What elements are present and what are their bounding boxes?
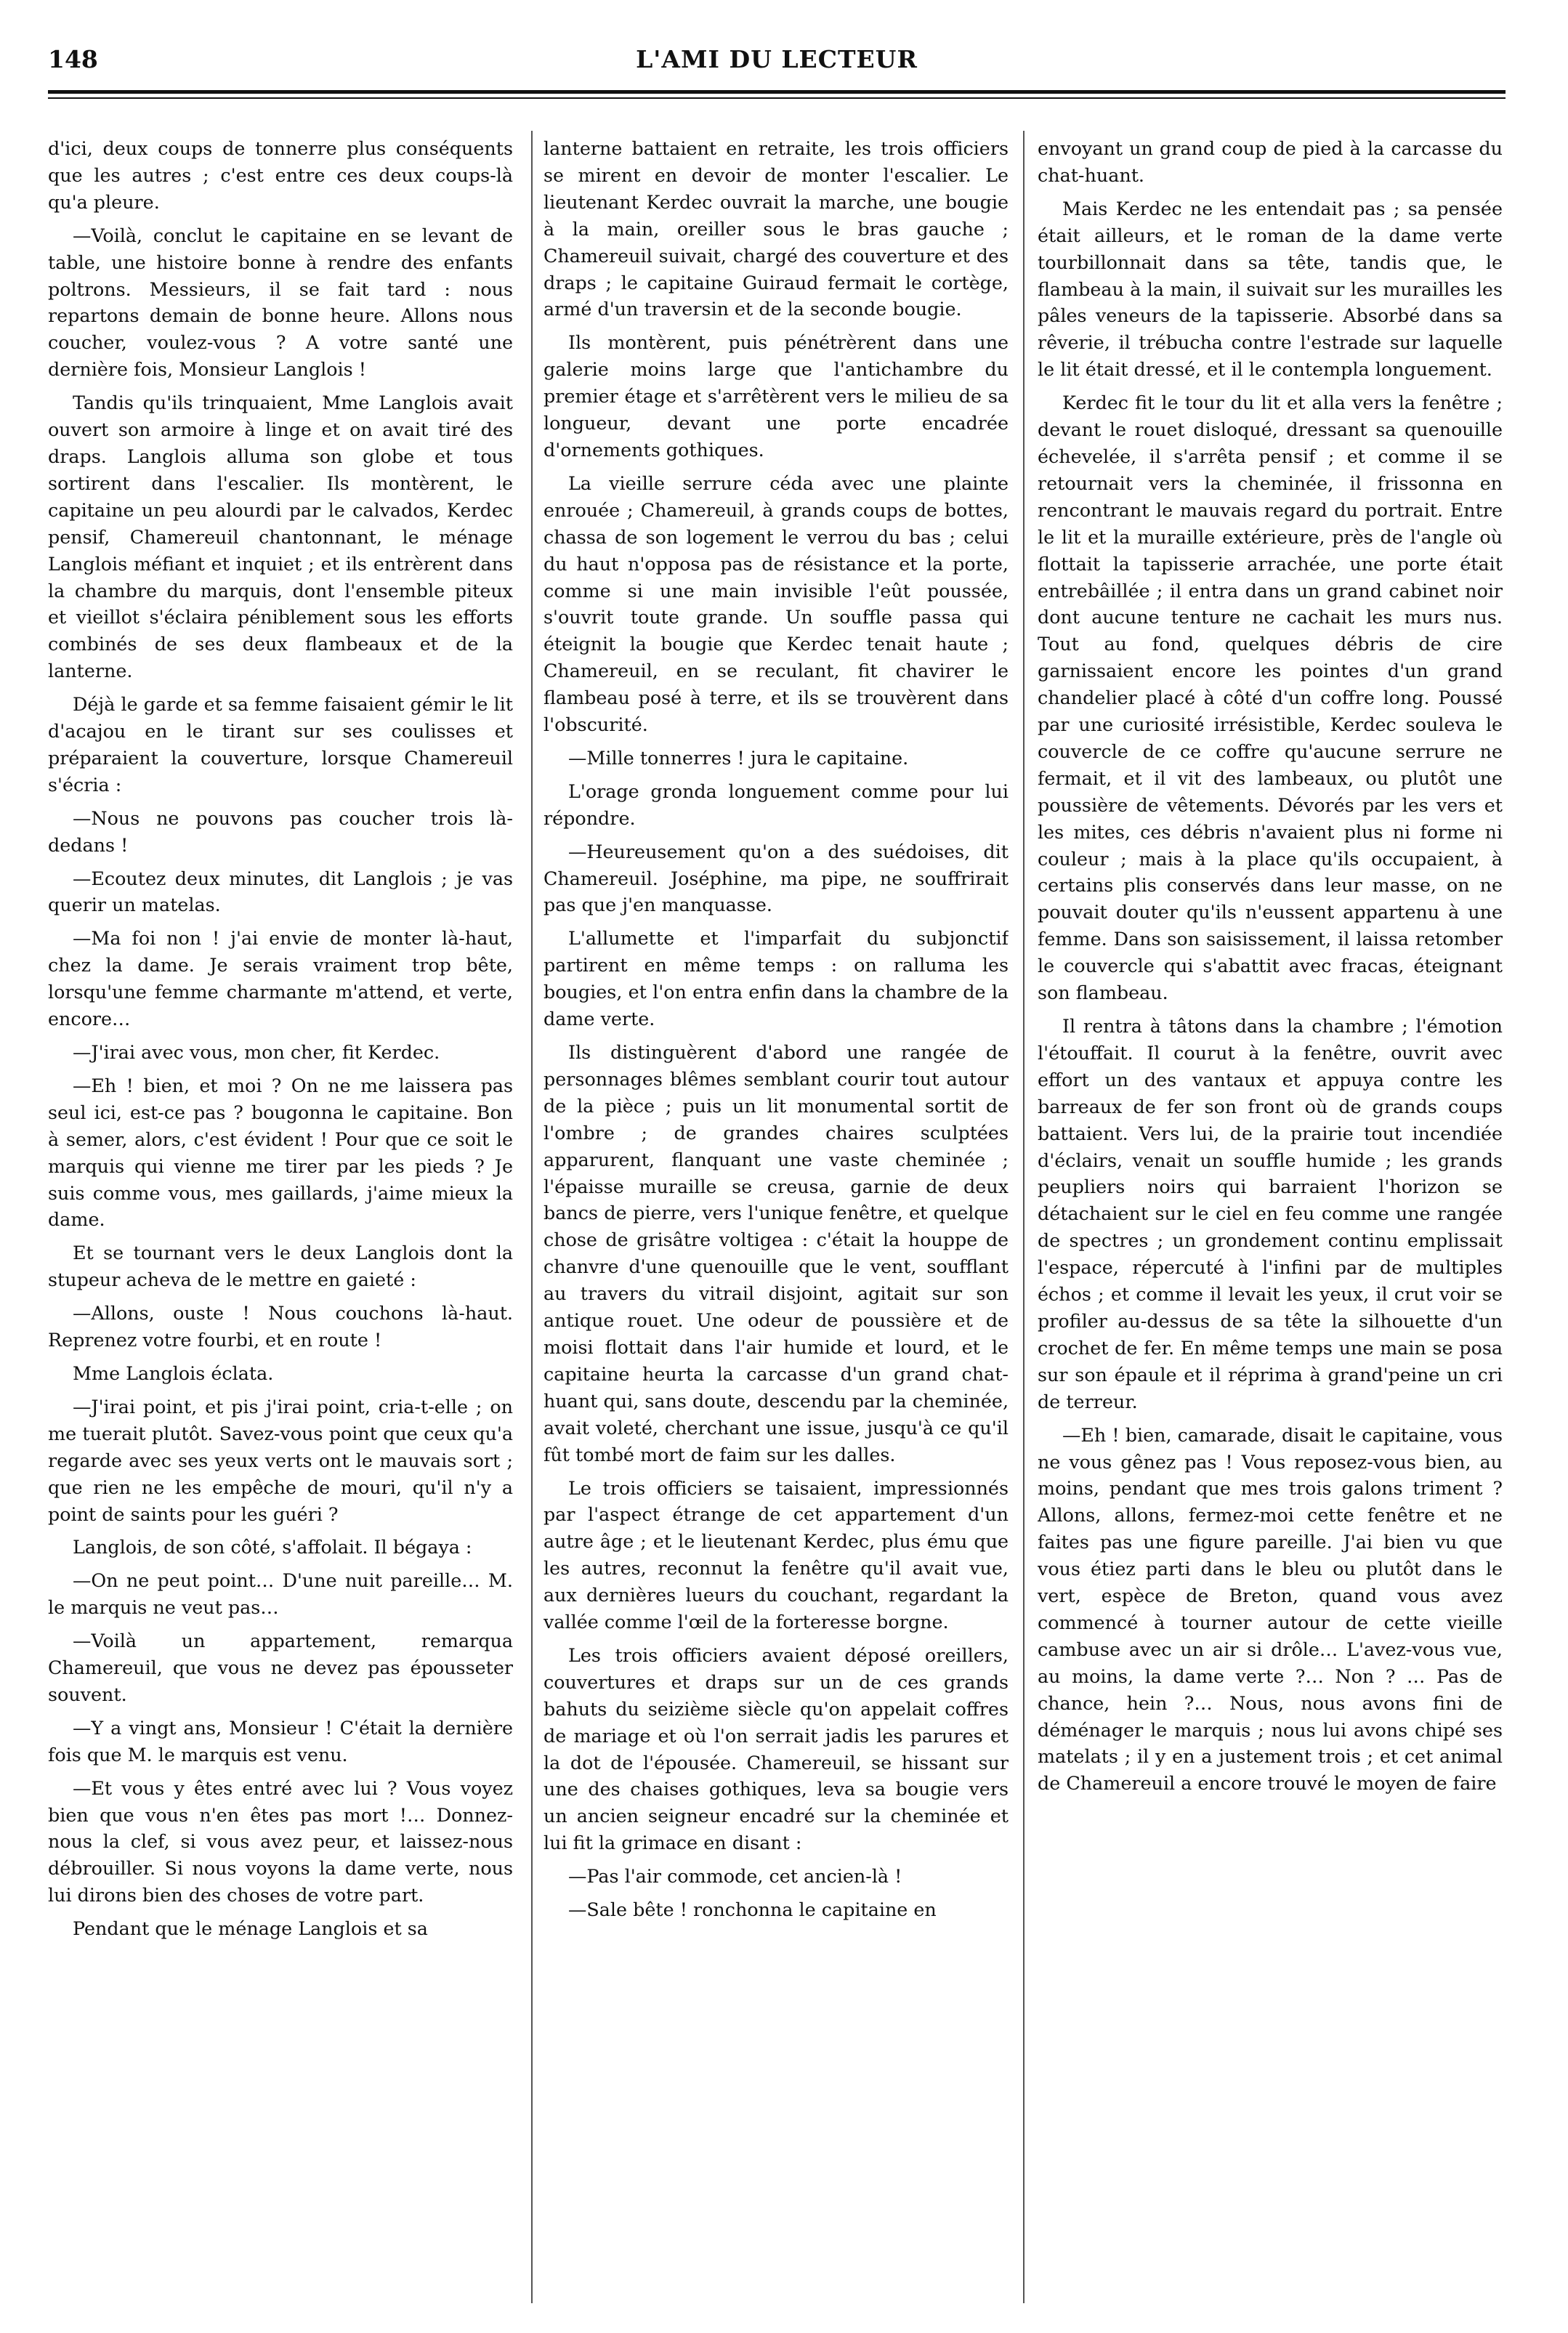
paragraph: —Eh ! bien, et moi ? On ne me laissera pas seul ici, est-ce pas ? bougonna le capitaine. Bon à semer, alors, c'est évident ! Pour que ce soit le marquis qui vienne me tirer par les pieds ? Je suis comme vous, mes gaillards, j'aime mieux la dame.	[48, 1074, 513, 1231]
paragraph: Et se tournant vers le deux Langlois dont la stupeur acheva de le mettre en gaieté :	[48, 1242, 513, 1291]
paragraph: —Mille tonnerres ! jura le capitaine.	[568, 746, 909, 769]
paragraph: Ils montèrent, puis pénétrèrent dans une galerie moins large que l'antichambre du premier étage et s'arrêtèrent vers le milieu de sa longueur, devant une porte encadrée d'ornements gothiques.	[543, 331, 1009, 461]
page-number: 148	[48, 45, 98, 73]
paragraph: —Ma foi non ! j'ai envie de monter là-haut, chez la dame. Je serais vraiment trop bête, lorsqu'une femme charmante m'attend, et verte, encore…	[48, 927, 513, 1030]
paragraph: La vieille serrure céda avec une plainte enrouée ; Chamereuil, à grands coups de bottes, chassa de son logement le verrou du bas ; celui du haut n'opposa pas de résistance et la porte, comme si une main invisible l'eût poussée, s'ouvrit toute grande. Un souffle passa qui éteignit la bougie que Kerdec tenait haute ; Chamereuil, en se reculant, fit chavirer le flambeau posé à terre, et ils se trouvèrent dans l'obscurité.	[543, 472, 1009, 736]
paragraph: L'allumette et l'imparfait du subjonctif partirent en même temps : on ralluma les bougies, et l'on entra enfin dans la chambre de la dame verte.	[543, 927, 1009, 1030]
paragraph: Le trois officiers se taisaient, impressionnés par l'aspect étrange de cet appartement d'un autre âge ; et le lieutenant Kerdec, plus ému que les autres, reconnut la fenêtre qu'il avait vue, aux dernières lueurs du couchant, regardant la vallée comme l'œil de la forteresse borgne.	[543, 1476, 1009, 1633]
paragraph: d'ici, deux coups de tonnerre plus conséquents que les autres ; c'est entre ces deux coups-là qu'a pleure.	[48, 137, 513, 213]
paragraph: Il rentra à tâtons dans la chambre ; l'émotion l'étouffait. Il courut à la fenêtre, ouvrit avec effort un des vantaux et appuya contre les barreaux de fer son front où de grands coups battaient. Vers lui, de la prairie tout incendiée d'éclairs, venait un souffle humide ; les grands peupliers noirs qui barraient l'horizon se détachaient sur le ciel en feu comme une rangée de spectres ; un grondement continu emplissait l'espace, répercuté à l'infini par de multiples échos ; et comme il levait les yeux, il crut voir se profiler au-dessus de sa tête la silhouette d'un crochet de fer. En même temps une main se posa sur son épaule et il réprima à grand'peine un cri de terreur.	[1038, 1015, 1503, 1412]
column-divider	[531, 131, 533, 2303]
paragraph: —J'irai point, et pis j'irai point, cria-t-elle ; on me tuerait plutôt. Savez-vous point que ceux qu'a regarde avec ses yeux verts ont le mauvais sort ; que rien ne les empêche de mouri, qu'il n'y a point de saints pour les guéri ?	[48, 1395, 513, 1525]
paragraph: Les trois officiers avaient déposé oreillers, couvertures et draps sur un de ces grands bahuts du seizième siècle qu'on appelait coffres de mariage et où l'on serrait jadis les parures et la dot de l'épousée. Chamereuil, se hissant sur une des chaises gothiques, leva sa bougie vers un ancien seigneur encadré sur la cheminée et lui fit la grimace en disant :	[543, 1643, 1009, 1854]
column-divider	[1023, 131, 1025, 2303]
paragraph: —Y a vingt ans, Monsieur ! C'était la dernière fois que M. le marquis est venu.	[48, 1716, 513, 1766]
running-title: L'AMI DU LECTEUR	[636, 45, 918, 73]
paragraph: —J'irai avec vous, mon cher, fit Kerdec.	[73, 1041, 440, 1063]
paragraph: envoyant un grand coup de pied à la carcasse du chat-huant.	[1038, 137, 1503, 186]
header-rule-thin	[48, 97, 1506, 99]
page-header	[48, 45, 1506, 81]
text-column-1	[48, 135, 513, 2304]
paragraph: Déjà le garde et sa femme faisaient gémir le lit d'acajou en le tirant sur ses coulisses et préparaient la couverture, lorsque Chamereuil s'écria :	[48, 693, 513, 796]
paragraph: —Allons, ouste ! Nous couchons là-haut. Reprenez votre fourbi, et en route !	[48, 1302, 513, 1351]
paragraph: Mais Kerdec ne les entendait pas ; sa pensée était ailleurs, et le roman de la dame verte tourbillonnait dans sa tête, tandis que, le flambeau à la main, il suivait sur les murailles les pâles veneurs de la tapisserie. Absorbé dans sa rêverie, il trébucha contre l'estrade sur laquelle le lit était dressé, et il le contempla longuement.	[1038, 197, 1503, 381]
paragraph: Kerdec fit le tour du lit et alla vers la fenêtre ; devant le rouet disloqué, dressant sa quenouille échevelée, il s'arrêta pensif ; et comme il se retournait vers la cheminée, il frissonna en rencontrant le mauvais regard du portrait. Entre le lit et la muraille extérieure, près de l'angle où flottait la tapisserie arrachée, une porte était entrebâillée ; il entra dans un grand cabinet noir dont aucune tenture ne cachait les murs nus. Tout au fond, quelques débris de cire garnissaient encore les pointes d'un grand chandelier placé à côté d'un coffre long. Poussé par une curiosité irrésistible, Kerdec souleva le couvercle de ce coffre qu'aucune serrure ne fermait, et il vit des lambeaux, ou plutôt une poussière de vêtements. Dévorés par les vers et les mites, ces débris n'avaient plus ni forme ni couleur ; mais à la place qu'ils occupaient, à certains plis conservés dans leur masse, on ne pouvait douter qu'ils n'eussent appartenu à une femme. Dans son saisissement, il laissa retomber le couvercle qui s'abattit avec fracas, éteignant son flambeau.	[1038, 392, 1503, 1004]
paragraph: L'orage gronda longuement comme pour lui répondre.	[543, 780, 1009, 829]
paragraph: —Voilà un appartement, remarqua Chamereuil, que vous ne devez pas épousseter souvent.	[48, 1630, 513, 1705]
paragraph: —Sale bête ! ronchonna le capitaine en	[568, 1899, 937, 1921]
header-rule-thick	[48, 90, 1506, 94]
paragraph: —Et vous y êtes entré avec lui ? Vous voyez bien que vous n'en êtes pas mort !… Donnez-nous la clef, si vous avez peur, et laissez-nous débrouiller. Si nous voyons la dame verte, nous lui dirons bien des choses de votre part.	[48, 1776, 513, 1907]
paragraph: —Voilà, conclut le capitaine en se levant de table, une histoire bonne à rendre des enfants poltrons. Messieurs, il se fait tard : nous repartons demain de bonne heure. Allons nous coucher, voulez-vous ? A votre santé une dernière fois, Monsieur Langlois !	[48, 224, 513, 381]
text-column-2	[543, 135, 1009, 2304]
paragraph: Pendant que le ménage Langlois et sa	[73, 1917, 428, 1940]
paragraph: —Nous ne pouvons pas coucher trois là-dedans !	[48, 806, 513, 856]
text-column-3	[1038, 135, 1503, 2304]
paragraph: Tandis qu'ils trinquaient, Mme Langlois avait ouvert son armoire à linge et on avait tiré des draps. Langlois alluma son globe et tous sortirent dans l'escalier. Ils montèrent, le capitaine un peu alourdi par le calvados, Kerdec pensif, Chamereuil chantonnant, le ménage Langlois méfiant et inquiet ; et ils entrèrent dans la chambre du marquis, dont l'ensemble piteux et vieillot s'éclaira péniblement sous les efforts combinés de ses deux flambeaux et de la lanterne.	[48, 392, 513, 682]
paragraph: Langlois, de son côté, s'affolait. Il bégaya :	[73, 1536, 472, 1558]
paragraph: —Eh ! bien, camarade, disait le capitaine, vous ne vous gênez pas ! Vous reposez-vous bien, au moins, pendant que mes trois galons triment ? Allons, allons, fermez-moi cette fenêtre et ne faites pas une figure pareille. J'ai bien vu que vous étiez parti dans le bleu ou plutôt dans le vert, espèce de Breton, quand vous avez commencé à tourner autour de cette vieille cambuse avec un air si drôle… L'avez-vous vue, au moins, la dame verte ?… Non ? … Pas de chance, hein ?… Nous, nous avons fini de déménager le marquis ; nous lui avons chipé ses matelats ; il y en a justement trois ; et cet animal de Chamereuil a encore trouvé le moyen de faire	[1038, 1423, 1503, 1795]
paragraph: —On ne peut point… D'une nuit pareille… M. le marquis ne veut pas…	[48, 1569, 513, 1619]
paragraph: Mme Langlois éclata.	[73, 1362, 274, 1384]
paragraph: —Ecoutez deux minutes, dit Langlois ; je vas querir un matelas.	[48, 867, 513, 916]
paragraph: —Heureusement qu'on a des suédoises, dit Chamereuil. Joséphine, ma pipe, ne souffrirait pas que j'en manquasse.	[543, 840, 1009, 916]
paragraph: Ils distinguèrent d'abord une rangée de personnages blêmes semblant courir tout autour de la pièce ; puis un lit monumental sortit de l'ombre ; de grandes chaires sculptées apparurent, flanquant une vaste cheminée ; l'épaisse muraille se creusa, garnie de deux bancs de pierre, vers l'unique fenêtre, et quelque chose de grisâtre voltigea : c'était la houppe de chanvre d'une quenouille que le vent, soufflant au travers du vitrail disjoint, agitait sur son antique rouet. Une odeur de poussière et de moisi flottait dans l'air humide et lourd, et le capitaine heurta la carcasse d'un grand chat-huant qui, sans doute, descendu par la cheminée, avait voleté, cherchant une issue, jusqu'à ce qu'il fût tombé mort de faim sur les dalles.	[543, 1041, 1009, 1465]
paragraph: —Pas l'air commode, cet ancien-là !	[568, 1865, 902, 1888]
paragraph: lanterne battaient en retraite, les trois officiers se mirent en devoir de monter l'escalier. Le lieutenant Kerdec ouvrait la marche, une bougie à la main, oreiller sous le bras gauche ; Chamereuil suivait, chargé des couverture et des draps ; le capitaine Guiraud fermait le cortège, armé d'un traversin et de la seconde bougie.	[543, 137, 1009, 320]
